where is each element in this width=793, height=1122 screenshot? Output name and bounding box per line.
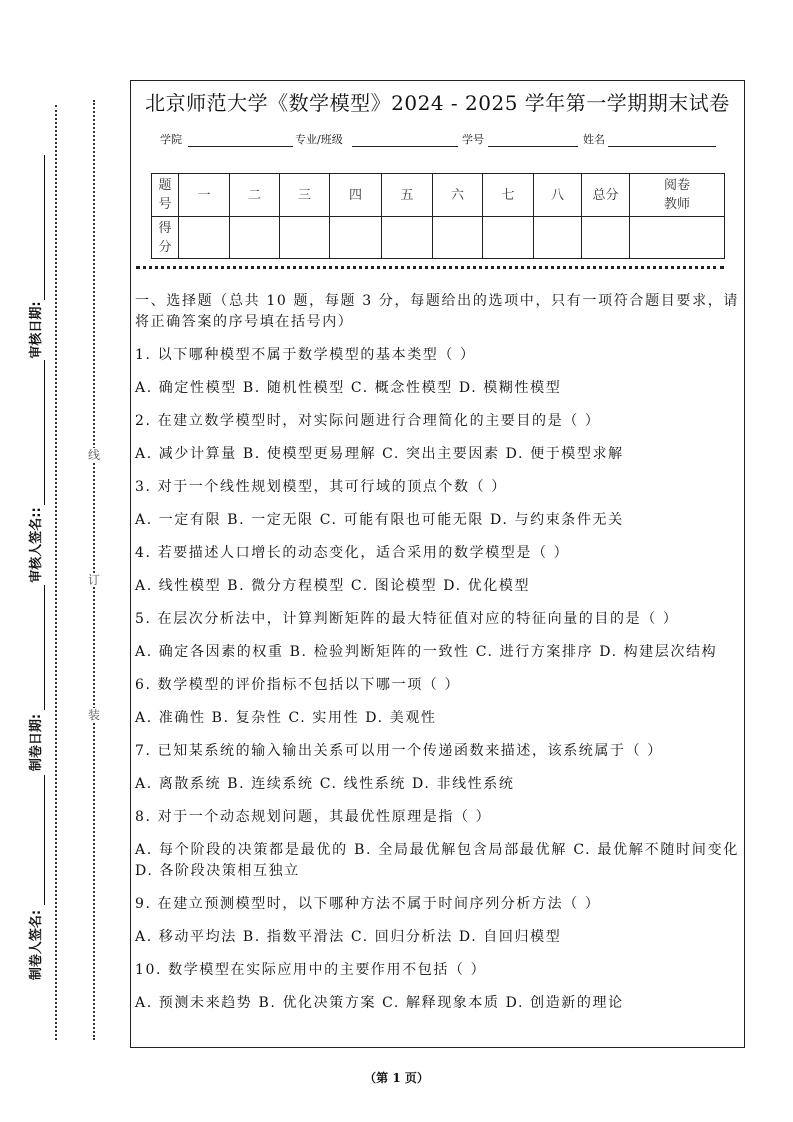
score-cell[interactable]	[330, 217, 382, 259]
score-cell[interactable]	[280, 217, 330, 259]
question: 3. 对于一个线性规划模型，其可行域的顶点个数（ ）	[135, 479, 507, 495]
signature-strip	[29, 155, 45, 985]
question-options: A. 确定性模型 B. 随机性模型 C. 概念性模型 D. 模糊性模型	[135, 380, 562, 396]
column-header: 三	[280, 174, 330, 217]
question-number-label: 题 号	[152, 174, 179, 217]
major-class-label: 专业/班级	[295, 133, 343, 146]
student-id-label: 学号	[462, 133, 484, 146]
question-options: A. 减少计算量 B. 使模型更易理解 C. 突出主要因素 D. 便于模型求解	[135, 446, 624, 462]
question-options: A. 一定有限 B. 一定无限 C. 可能有限也可能无限 D. 与约束条件无关	[135, 512, 624, 528]
binding-mark-line: 线	[87, 448, 100, 462]
page-number: （第 1 页）	[364, 1071, 429, 1085]
question: 10. 数学模型在实际应用中的主要作用不包括（ ）	[135, 962, 487, 978]
column-header: 七	[483, 174, 534, 217]
review-date-label: 审核日期:	[29, 301, 44, 359]
student-id-field[interactable]	[488, 146, 578, 147]
question: 8. 对于一个动态规划问题，其最优性原理是指（ ）	[135, 809, 492, 825]
reviewer-signature-line[interactable]	[44, 360, 45, 505]
score-table	[151, 173, 725, 259]
maker-signature-line[interactable]	[44, 775, 45, 905]
question-options: A. 预测未来趋势 B. 优化决策方案 C. 解释现象本质 D. 创造新的理论	[135, 995, 624, 1011]
binding-dotted-line-inner	[55, 105, 57, 1040]
question-options: A. 确定各因素的权重 B. 检验判断矩阵的一致性 C. 进行方案排序 D. 构建层次结构	[135, 644, 718, 660]
score-table-score-row	[152, 217, 725, 259]
total-score-cell[interactable]	[582, 217, 630, 259]
column-header: 六	[433, 174, 483, 217]
binding-dotted-line-outer	[93, 100, 95, 1040]
question: 7. 已知某系统的输入输出关系可以用一个传递函数来描述，该系统属于（ ）	[135, 743, 663, 759]
question: 4. 若要描述人口增长的动态变化，适合采用的数学模型是（ ）	[135, 545, 570, 561]
question-options: A. 每个阶段的决策都是最优的 B. 全局最优解包含局部最优解 C. 最优解不随时间变化 D. 各阶段决策相互独立	[135, 842, 739, 879]
section-header: 一、选择题（总共 10 题，每题 3 分，每题给出的选项中，只有一项符合题目要求，请将正确答案的序号填在括号内）	[135, 293, 739, 330]
score-cell[interactable]	[382, 217, 433, 259]
exam-title: 北京师范大学《数学模型》2024 - 2025 学年第一学期期末试卷	[145, 91, 730, 115]
binding-mark-staple: 装	[87, 708, 100, 722]
column-header: 四	[330, 174, 382, 217]
column-header: 一	[179, 174, 230, 217]
column-header: 总分	[582, 174, 630, 217]
make-date-line[interactable]	[44, 585, 45, 710]
reviewer-label: 阅卷 教师	[630, 174, 725, 217]
question-options: A. 准确性 B. 复杂性 C. 实用性 D. 美观性	[135, 710, 437, 726]
score-cell[interactable]	[230, 217, 280, 259]
review-date-line[interactable]	[44, 155, 45, 300]
section-divider	[136, 266, 724, 269]
question: 6. 数学模型的评价指标不包括以下哪一项（ ）	[135, 677, 461, 693]
score-cell[interactable]	[179, 217, 230, 259]
question: 2. 在建立数学模型时，对实际问题进行合理简化的主要目的是（ ）	[135, 413, 601, 429]
question-options: A. 线性模型 B. 微分方程模型 C. 图论模型 D. 优化模型	[135, 578, 531, 594]
name-field[interactable]	[608, 146, 716, 147]
score-table-header-row	[152, 174, 725, 217]
college-label: 学院	[160, 133, 182, 146]
question-options: A. 离散系统 B. 连续系统 C. 线性系统 D. 非线性系统	[135, 776, 515, 792]
column-header: 五	[382, 174, 433, 217]
question: 1. 以下哪种模型不属于数学模型的基本类型（ ）	[135, 347, 476, 363]
major-class-field[interactable]	[352, 146, 458, 147]
question: 9. 在建立预测模型时，以下哪种方法不属于时间序列分析方法（ ）	[135, 896, 601, 912]
score-cell[interactable]	[534, 217, 582, 259]
score-cell[interactable]	[483, 217, 534, 259]
make-date-label: 制卷日期:	[29, 713, 44, 772]
reviewer-cell[interactable]	[630, 217, 725, 259]
column-header: 二	[230, 174, 280, 217]
question-options: A. 移动平均法 B. 指数平滑法 C. 回归分析法 D. 自回归模型	[135, 929, 562, 945]
reviewer-signature-label: 审核人签名::	[29, 507, 44, 583]
score-cell[interactable]	[433, 217, 483, 259]
maker-signature-label: 制卷人签名:	[29, 909, 44, 981]
question-section	[135, 291, 739, 1026]
college-field[interactable]	[188, 146, 293, 147]
score-label: 得 分	[152, 217, 179, 259]
name-label: 姓名	[583, 133, 605, 146]
binding-mark-bind: 订	[87, 573, 100, 587]
question: 5. 在层次分析法中，计算判断矩阵的最大特征值对应的特征向量的目的是（ ）	[135, 611, 679, 627]
column-header: 八	[534, 174, 582, 217]
